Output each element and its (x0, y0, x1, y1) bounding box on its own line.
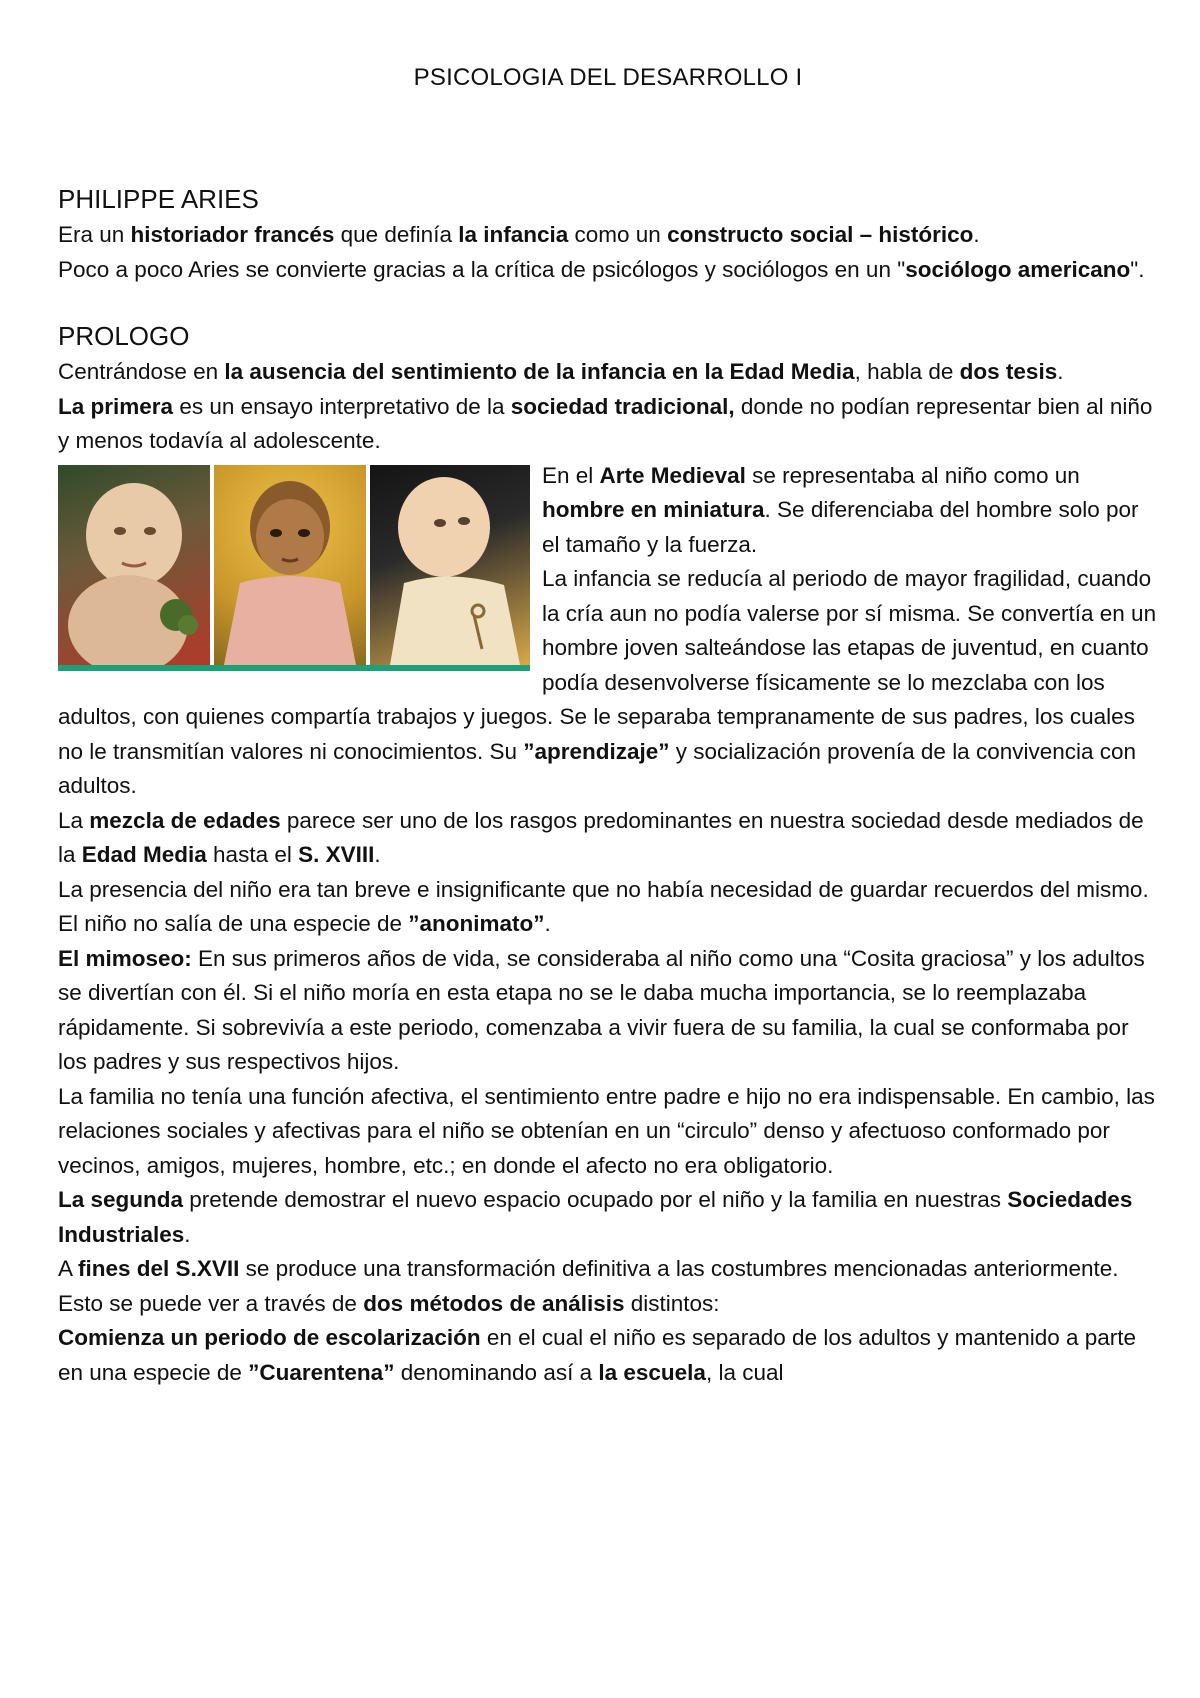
section-heading-prologo: PROLOGO (58, 321, 190, 351)
text-run: En sus primeros años de vida, se consideraba al niño como una “Cosita graciosa” y los adultos se divertían con él. Si el niño moría en esta etapa no se le daba mucha importancia, se lo reemplazaba rápidamente. Si sobrevivía a este periodo, comenzaba a vivir fuera de su familia, la cual se conformaba por los padres y sus respectivos hijos. (58, 945, 1145, 1074)
text-run: La (58, 807, 90, 833)
figure-accent-bar (58, 665, 530, 671)
bold-text-run: constructo social – histórico (667, 222, 974, 247)
text-run: hasta el (206, 842, 299, 867)
paragraph (58, 804, 1158, 873)
text-run: . (1057, 359, 1064, 384)
paragraph (58, 942, 1158, 1080)
bold-text-run: mezcla de edades (89, 807, 281, 833)
text-run: La infancia se reducía al periodo de mayor fragilidad, cuando la cría aun no podía valerse por sí misma. Se convertía en un hombre joven salteándose las etapas de juventud, en cuanto podía desenvolverse físicamente se lo mezclaba con los adultos, con quienes compartía trabajos y juegos. Se le separaba tempranamente de sus padres, los cuales no le transmitían valores ni conocimientos. Su (58, 566, 1157, 764)
text-run: . (184, 1221, 191, 1247)
bold-text-run: ”anonimato” (408, 911, 545, 936)
bold-text-run: Edad Media (81, 842, 207, 867)
bold-text-run: hombre en miniatura (542, 497, 765, 522)
text-run: distintos: (624, 1290, 720, 1316)
painting-panel-1 (58, 465, 210, 665)
bold-text-run: sociólogo americano (905, 256, 1131, 282)
text-run: Era un (58, 222, 131, 247)
text-run: El niño no salía de una especie de (58, 911, 409, 936)
bold-text-run: historiador francés (130, 222, 335, 247)
paragraph (58, 1321, 1158, 1390)
bold-text-run: La primera (58, 393, 174, 419)
text-run: La presencia del niño era tan breve e insignificante que no había necesidad de guardar recuerdos del mismo. (58, 876, 1149, 902)
text-run: se produce una transformación definitiva a las costumbres mencionadas anteriormente. Esto se puede ver a través de (58, 1256, 1119, 1316)
bold-text-run: fines del S.XVII (78, 1256, 240, 1281)
paragraph (58, 907, 1158, 942)
paragraph (58, 218, 1158, 253)
text-run: parece ser uno de los rasgos predominantes en nuestra sociedad desde mediados de la (58, 807, 1144, 867)
text-run: A (58, 1256, 79, 1281)
text-run: . (374, 842, 381, 867)
paragraph (58, 1183, 1158, 1252)
text-run: y socialización provenía de la convivencia con adultos. (58, 738, 1137, 798)
paragraph (58, 1252, 1158, 1321)
bold-text-run: la infancia (458, 222, 569, 247)
bold-text-run: ”aprendizaje” (523, 738, 670, 764)
document-title: PSICOLOGIA DEL DESARROLLO I (413, 64, 803, 91)
section-heading-philippe-aries: PHILIPPE ARIES (58, 184, 259, 214)
text-run: En el (542, 462, 600, 488)
bold-text-run: sociedad tradicional, (510, 393, 735, 419)
painting-panel-3 (370, 465, 530, 665)
text-run: , habla de (854, 359, 960, 384)
bold-text-run: Arte Medieval (599, 462, 746, 488)
bold-text-run: dos métodos de análisis (363, 1290, 625, 1316)
text-run: Poco a poco Aries se convierte gracias a la crítica de psicólogos y sociólogos en un " (58, 256, 906, 282)
bold-text-run: Comienza un periodo de escolarización (58, 1325, 481, 1350)
text-run: en el cual el niño es separado de los adultos y mantenido a parte en una especie de (58, 1325, 1137, 1385)
bold-text-run: la escuela (598, 1359, 706, 1385)
paragraph (58, 390, 1158, 459)
medieval-children-figure (58, 465, 530, 673)
text-run: denominando así a (394, 1359, 599, 1385)
text-run: como un (568, 222, 668, 247)
bold-text-run: La segunda (58, 1187, 184, 1212)
text-run: . (973, 222, 980, 247)
paragraph (58, 1080, 1158, 1184)
text-run: donde no podían representar bien al niño y menos todavía al adolescente. (58, 393, 1153, 453)
text-run: . (544, 911, 551, 936)
bold-text-run: S. XVIII (298, 842, 375, 867)
spacer (58, 287, 1158, 317)
text-run: Centrándose en (58, 359, 225, 384)
paragraph (58, 873, 1158, 908)
bold-text-run: El mimoseo: (58, 945, 192, 971)
text-run: . Se diferenciaba del hombre solo por el tamaño y la fuerza. (542, 497, 1139, 557)
bold-text-run: Sociedades Industriales (58, 1187, 1133, 1247)
text-run: ". (1130, 256, 1145, 282)
bold-text-run: ”Cuarentena” (248, 1359, 395, 1385)
paragraph (58, 355, 1158, 390)
text-run: se representaba al niño como un (745, 462, 1080, 488)
document-content (58, 180, 1158, 1390)
bold-text-run: la ausencia del sentimiento de la infancia en la Edad Media (224, 359, 855, 384)
painting-panel-2 (214, 465, 366, 665)
text-run: pretende demostrar el nuevo espacio ocupado por el niño y la familia en nuestras (183, 1187, 1008, 1212)
text-run: es un ensayo interpretativo de la (173, 393, 511, 419)
text-run: que definía (334, 222, 459, 247)
paragraph (58, 253, 1158, 288)
text-run: La familia no tenía una función afectiva, el sentimiento entre padre e hijo no era indispensable. En cambio, las relaciones sociales y afectivas para el niño se obtenían en un “circulo” denso y afectuoso conformado por vecinos, amigos, mujeres, hombre, etc.; en donde el afecto no era obligatorio. (58, 1083, 1155, 1178)
bold-text-run: dos tesis (959, 359, 1058, 384)
text-run: , la cual (705, 1359, 784, 1385)
